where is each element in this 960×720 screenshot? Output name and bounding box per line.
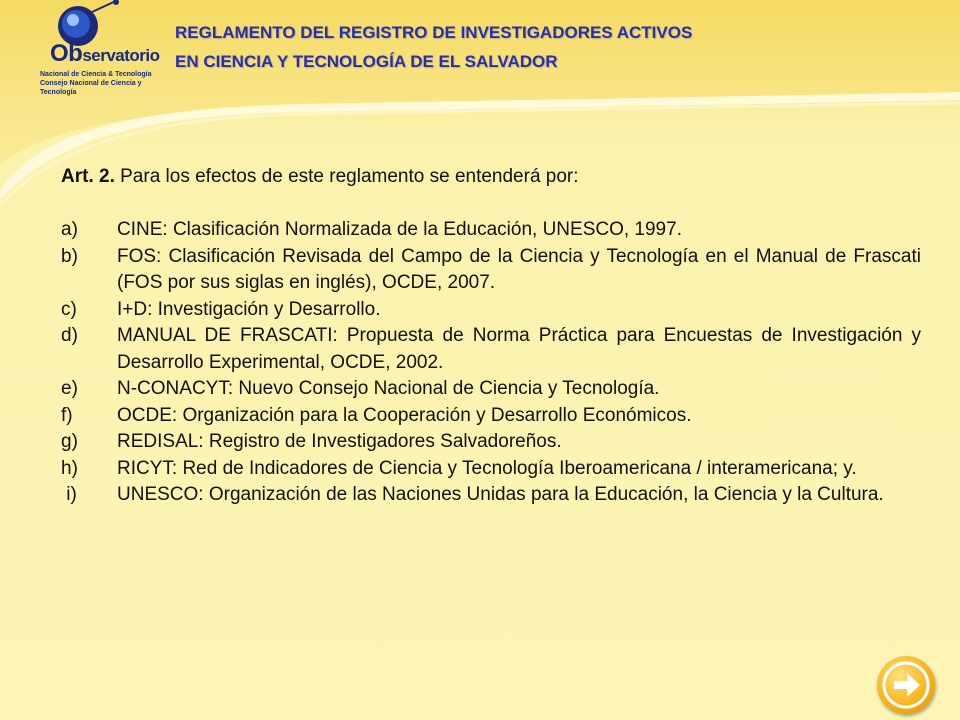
list-item-text: UNESCO: Organización de las Naciones Unidas para la Educación, la Ciencia y la Cultura. <box>117 484 884 505</box>
logo-word-prefix: Ob <box>50 40 83 67</box>
list-item-text: I+D: Investigación y Desarrollo. <box>117 298 381 320</box>
list-item-label: e) <box>61 378 78 399</box>
logo-subtitle <box>40 70 166 97</box>
list-item <box>61 376 921 403</box>
list-item-label: h) <box>61 457 78 479</box>
list-item-label: g) <box>61 431 78 452</box>
logo-word-rest: servatorio <box>82 46 160 65</box>
list-item-label: d) <box>61 325 78 346</box>
article-body <box>61 163 921 509</box>
arrow-right-icon <box>877 656 935 714</box>
list-item <box>61 323 921 376</box>
list-item-label: f) <box>61 404 73 426</box>
title-line2: EN CIENCIA Y TECNOLOGÍA DE EL SALVADOR <box>175 52 558 71</box>
logo-subtitle-line2: Consejo Nacional de Ciencia y Tecnología <box>40 80 142 96</box>
list-item-label: b) <box>61 245 78 267</box>
page-title <box>175 18 875 76</box>
list-item <box>61 297 921 324</box>
list-item <box>61 217 921 244</box>
list-item-text: N-CONACYT: Nuevo Consejo Nacional de Ciencia y Tecnología. <box>117 378 660 399</box>
list-item-text: OCDE: Organización para la Cooperación y Desarrollo Económicos. <box>117 404 692 426</box>
title-line1: REGLAMENTO DEL REGISTRO DE INVESTIGADORES ACTIVOS <box>175 23 693 42</box>
logo-wordmark <box>50 40 160 68</box>
next-slide-button[interactable] <box>877 656 935 714</box>
list-item-label: c) <box>61 298 77 320</box>
list-item <box>61 429 921 456</box>
list-item-text: MANUAL DE FRASCATI: Propuesta de Norma Práctica para Encuestas de Investigación y Desarrollo Experimental, OCDE, 2002. <box>117 325 921 373</box>
definition-list <box>61 217 921 509</box>
list-item <box>61 244 921 297</box>
list-item <box>61 482 921 509</box>
list-item-label: i) <box>61 484 77 505</box>
list-item-text: REDISAL: Registro de Investigadores Salvadoreños. <box>117 431 562 452</box>
observatorio-logo <box>6 0 166 100</box>
article-number: Art. 2. <box>61 166 115 187</box>
article-intro-text: Para los efectos de este reglamento se entenderá por: <box>114 166 579 187</box>
list-item <box>61 456 921 483</box>
list-item-text: RICYT: Red de Indicadores de Ciencia y Tecnología Iberoamericana / interamericana; y. <box>117 457 857 479</box>
logo-subtitle-line1: Nacional de Ciencia & Tecnología <box>40 71 152 78</box>
list-item-text: CINE: Clasificación Normalizada de la Educación, UNESCO, 1997. <box>117 219 682 240</box>
list-item-label: a) <box>61 219 78 240</box>
list-item-text: FOS: Clasificación Revisada del Campo de la Ciencia y Tecnología en el Manual de Frascati (FOS por sus siglas en inglés), OCDE, 2007. <box>117 245 921 293</box>
article-intro <box>61 163 921 190</box>
list-item <box>61 403 921 430</box>
